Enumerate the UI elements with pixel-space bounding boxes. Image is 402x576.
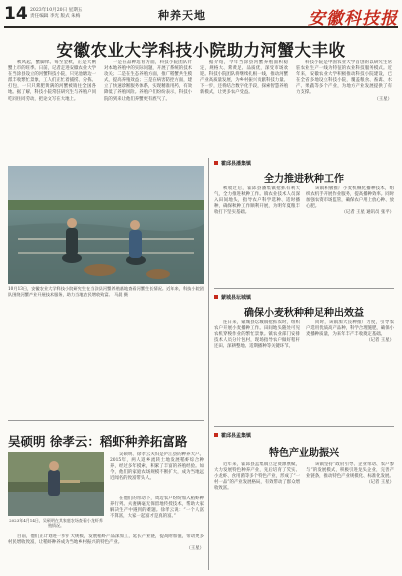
divider — [214, 288, 394, 289]
lead-article-column-4: 科技小院是中国农业大学首创的以研究生常驻农业生产一线为特征的农业科技服务模式。近年来，安徽农业大学积极推动科技小院建设，已在全省多地设立科技小院，覆盖粮食、畜禽、水产、果蔬等多个产业，为地方产业发展提供了有力支撑。 （王星） — [296, 60, 392, 102]
divider — [214, 426, 394, 427]
feature-text-b: 在他们的带动下，周边农户纷纷加入稻虾种养行列。夫妻俩毫无保留地传授技术，帮助大家解决生产中遇到的难题。徐孝云说：“一个人富不算富，大家一起富才是真的富。” — [110, 496, 204, 520]
divider — [8, 420, 204, 421]
farmer-photo — [8, 452, 104, 516]
photo-caption: 10月13日，安徽农业大学科技小院研究生在当涂县河蟹养殖基地查看河蟹生长情况。近年来，科技小院团队围绕河蟹产业开展技术服务，助力当地农民增收致富。 马晨 摄 — [8, 286, 204, 297]
masthead — [4, 4, 398, 28]
date-line: 2023年10月20日 星期五 责任编辑 李光 版式 朱梅 — [30, 8, 83, 19]
lead-article-column-1: 秋风起，蟹脚痒。每至金秋，正是大闸蟹上市的旺季。日前，记者走进安徽农业大学在当涂县设立的河蟹科技小院，只见池塘边一派丰收繁忙景象，工人们正忙着捕捞、分拣、打包，一只只膏肥黄满的河蟹被销往全国各地。据了解，科技小院常驻研究生与养殖户同吃同住同劳动，把论文写在大地上。 — [8, 60, 96, 102]
photo-credit: 马晨 摄 — [114, 291, 128, 297]
article-3-byline: （记者 王星） — [366, 480, 394, 486]
lead-article-column-2: 一是在品种选育方面，科技小院团队针对本地养殖中的实际问题，开展了系统的技术攻关；二是在生态养殖方面，推广稻蟹共生模式，提高养殖效益；三是在病害防控方面，建立了快速诊断服务体系，实现精准用药，有效降低了养殖风险。养殖户们纷纷表示，科技小院的到来让他们养蟹更有底气了。 — [104, 60, 192, 102]
feature-text-c: 目前，他们正计划进一步扩大规模，发展稻虾产品深加工，延长产业链，提高附加值，带动更多村民增收致富，让稻虾种养成为当地乡村振兴的特色产业。 （王星） — [8, 534, 204, 552]
article-1-title: 全力推进秋种工作 — [264, 174, 344, 185]
article-2-text-a: 连日来，蒙城县坛城镇抢抓农时，组织农户开展小麦播种工作。田间地头随处可见农机穿梭作业的繁忙景象。镇农业部门安排技术人员分片包村，现场指导农户做好秸秆还田、深耕整地、适期播种等关键环节。 — [214, 320, 300, 350]
feature-headline: 吴硕明 徐孝云：稻虾种养拓富路 — [8, 434, 188, 449]
newspaper-logo: 安徽科技报 — [308, 9, 398, 29]
feature-text-a: 吴硕明、徐孝云夫妇是庐江县的种养大户。2015年，两人返乡流转土地发展稻虾综合种养，经过多年摸索，积累了丰富的养殖经验。如今，他们的家庭农场规模不断扩大，成为当地远近闻名的致富带头人。 — [110, 452, 204, 482]
column-label-3: 霍邱县孟集镇 — [214, 432, 251, 439]
article-1-text-b: 该镇积极推广小麦机械化播种技术，组织农机手开展作业服务，提高播种效率。同时加强农资市场监管，确保农户用上放心种、放心肥。 （记者 王星 通讯员 张平） — [306, 186, 394, 216]
column-label-1: 霍邱县潘集镇 — [214, 160, 251, 167]
article-2-byline: （记者 王星） — [366, 338, 394, 344]
article-3-title: 特色产业助振兴 — [269, 448, 339, 459]
article-1-text-a: 秋收过后，霍邱县潘集镇抢抓有利天气，全力推进秋种工作。镇农业技术人员深入田间地头，指导农户科学选种、适时播种，确保秋种工作顺利开展，为明年夏粮丰收打下坚实基础。 — [214, 186, 300, 216]
column-label-2: 蒙城县坛城镇 — [214, 294, 251, 301]
page-number: 14 — [4, 4, 28, 24]
lead-article-column-3: 据介绍，今年当涂县河蟹养殖面积稳定，规格大、膏黄足、品质优，深受市场欢迎。科技小院团队将继续扎根一线，推动河蟹产业高质量发展，为乡村振兴贡献科技力量。下一步，还将结合数字化手段，探索智慧养殖新模式，让更多农户受益。 — [200, 60, 288, 96]
lead-byline: （王星） — [374, 96, 392, 102]
article-1-byline: （记者 王星 通讯员 张平） — [341, 210, 394, 216]
article-2-title: 确保小麦秋种种足种出效益 — [244, 308, 364, 319]
article-3-text-b: 该镇坚持“政府引导、企业带动、农户参与”的发展模式，积极引进龙头企业，完善产业链条，推动特色产业规模化、标准化发展。 （记者 王星） — [306, 462, 394, 486]
feature-photo-caption: 2023年4月14日，吴硕明在其家庭农场查看小龙虾养殖情况。 — [9, 518, 103, 528]
column-divider — [208, 158, 209, 570]
article-3-text-a: 近年来，霍邱县孟集镇立足资源禀赋，大力发展特色种养产业，先后培育了芡实、小龙虾、食用菌等多个特色产业，形成了“一村一品”的产业发展格局，有效带动了群众增收致富。 — [214, 462, 300, 492]
river-crab-photo — [8, 166, 204, 284]
article-2-text-b: 同时，该镇加大良种推广力度，引导农户选用优质高产品种，科学合理施肥，确保小麦播种质量，为来年丰产丰收奠定基础。 （记者 王星） — [306, 320, 394, 344]
section-title: 种养天地 — [158, 9, 206, 22]
main-headline: 安徽农业大学科技小院助力河蟹大丰收 — [56, 41, 346, 60]
feature-byline: （王星） — [186, 546, 204, 552]
